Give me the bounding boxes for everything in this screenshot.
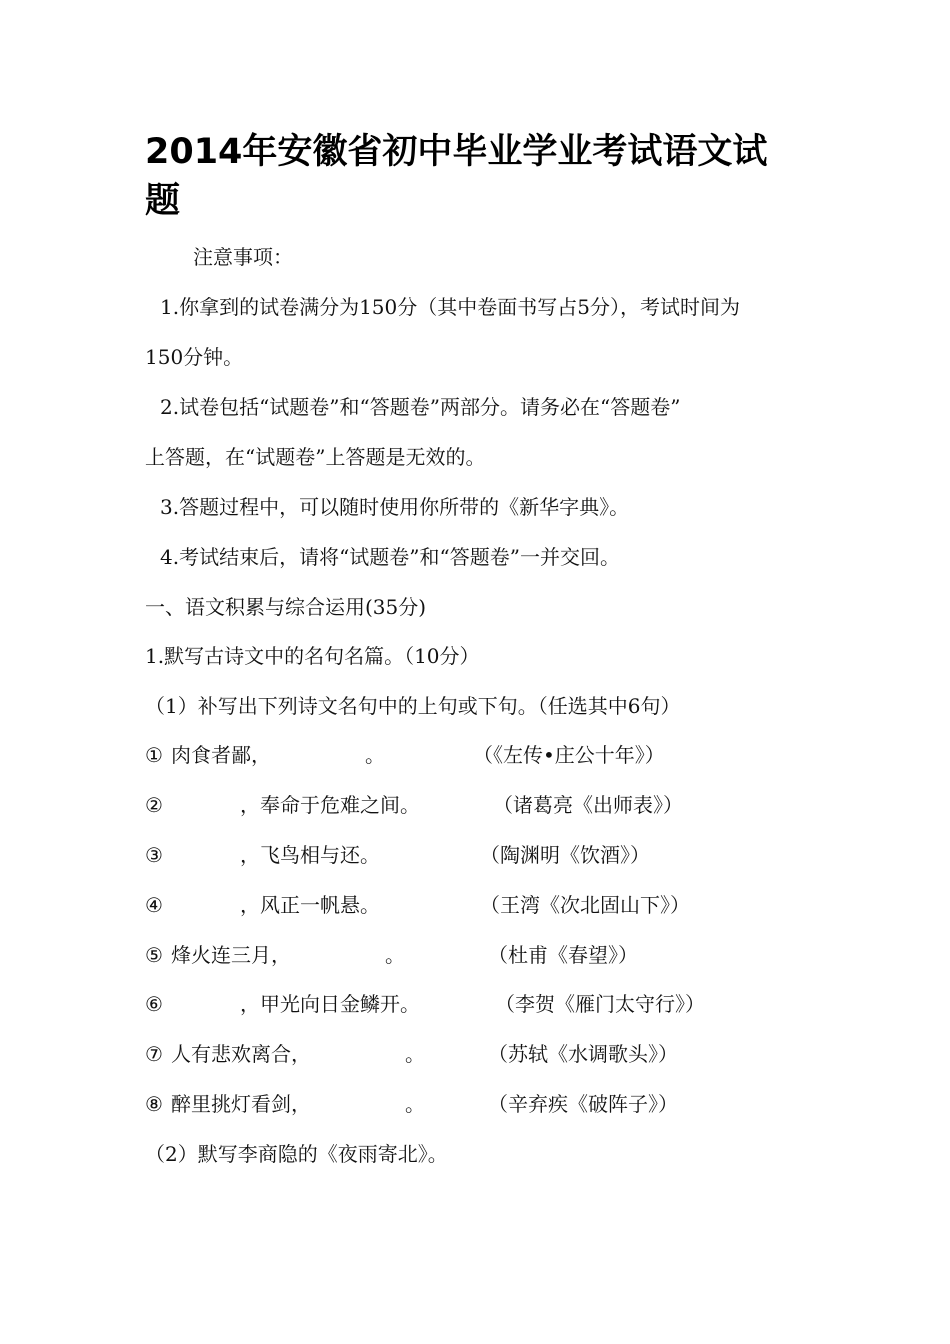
item-text-before: 醉里挑灯看剑， (171, 1092, 311, 1116)
item-source: （诸葛亮《出师表》） (493, 793, 683, 817)
item-number: ⑦ (145, 1042, 163, 1066)
item-number: ③ (145, 843, 163, 867)
title-line-1: 2014年安徽省初中毕业学业考试语文试 (145, 132, 768, 172)
item-text-after: 。 (405, 1042, 425, 1066)
item-text-after: 。 (405, 1092, 425, 1116)
item-source: （李贺《雁门太守行》） (495, 992, 705, 1016)
notice-item-2-cont: 上答题，在“试题卷”上答题是无效的。 (145, 445, 486, 469)
item-text-after: ，飞鸟相与还。 (240, 843, 380, 867)
title-line-2: 题 (145, 181, 181, 221)
page-title (145, 128, 825, 226)
item-source: （陶渊明《饮酒》） (480, 843, 650, 867)
sub-question-2: （2）默写李商隐的《夜雨寄北》。 (145, 1142, 448, 1166)
item-source: （杜甫《春望》） (488, 943, 638, 967)
item-source: （苏轼《水调歌头》） (488, 1042, 678, 1066)
item-number: ① (145, 743, 163, 767)
sub-question-1: （1）补写出下列诗文名句中的上句或下句。（任选其中6句） (145, 694, 681, 718)
item-source: （王湾《次北固山下》） (480, 893, 690, 917)
notice-heading: 注意事项： (193, 245, 293, 269)
notice-item-1: 1.你拿到的试卷满分为150分（其中卷面书写占5分），考试时间为 (160, 295, 740, 319)
section-heading: 一、语文积累与综合运用(35分) (145, 595, 427, 619)
notice-item-3: 3.答题过程中，可以随时使用你所带的《新华字典》。 (160, 495, 630, 519)
item-text-before: 烽火连三月， (171, 943, 291, 967)
item-number: ⑤ (145, 943, 163, 967)
item-text-before: 肉食者鄙， (171, 743, 271, 767)
item-number: ⑥ (145, 992, 163, 1016)
item-number: ② (145, 793, 163, 817)
item-source: （辛弃疾《破阵子》） (488, 1092, 678, 1116)
item-text-after: 。 (385, 943, 405, 967)
item-text-after: ，奉命于危难之间。 (240, 793, 420, 817)
item-source: （《左传•庄公十年》） (473, 743, 665, 767)
item-text-after: ，甲光向日金鳞开。 (240, 992, 420, 1016)
item-text-after: ，风正一帆悬。 (240, 893, 380, 917)
notice-item-2: 2.试卷包括“试题卷”和“答题卷”两部分。请务必在“答题卷” (160, 395, 681, 419)
question-1: 1.默写古诗文中的名句名篇。（10分） (145, 644, 480, 668)
item-text-after: 。 (365, 743, 385, 767)
item-number: ④ (145, 893, 163, 917)
notice-item-1-cont: 150分钟。 (145, 345, 244, 369)
notice-item-4: 4.考试结束后，请将“试题卷”和“答题卷”一并交回。 (160, 545, 620, 569)
item-text-before: 人有悲欢离合， (171, 1042, 311, 1066)
item-number: ⑧ (145, 1092, 163, 1116)
